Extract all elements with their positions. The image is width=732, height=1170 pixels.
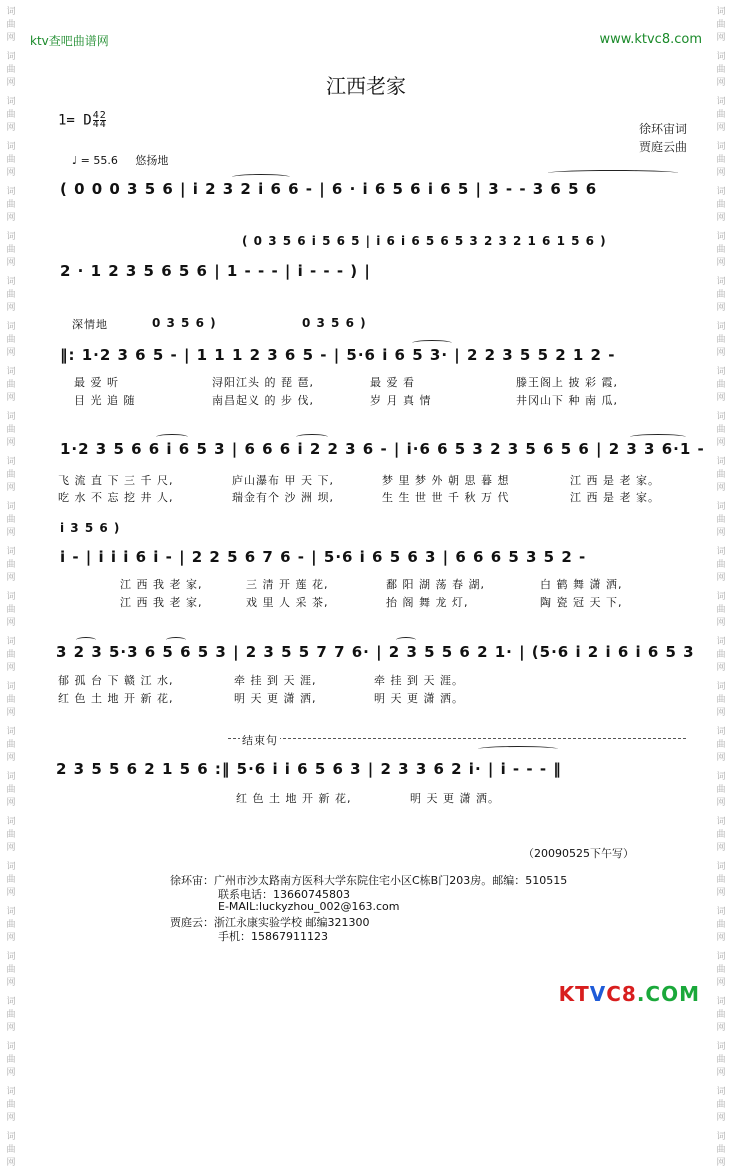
lyric-5b-1: 江 西 我 老 家,	[120, 596, 203, 609]
lyric-5a-3: 鄱 阳 湖 荡 春 湖,	[386, 578, 485, 591]
lyric-6b-2: 明 天 更 潇 洒,	[234, 692, 317, 705]
time2-top: 2	[99, 110, 106, 121]
lyric-6a-1: 郁 孤 台 下 赣 江 水,	[58, 674, 174, 687]
lyric-5a-4: 白 鹤 舞 潇 洒,	[540, 578, 623, 591]
footer-mobile: 手机：15867911123	[218, 930, 328, 943]
lyric-4b-1: 吃 水 不 忘 挖 井 人,	[58, 491, 174, 504]
written-date: （20090525下午写）	[523, 847, 634, 860]
lyric-3b-2: 南昌起义 的 步 伐,	[212, 394, 314, 407]
logo-com: .COM	[636, 982, 700, 1006]
lyric-3b-4: 井冈山下 种 南 瓜,	[516, 394, 618, 407]
lyricist-credit: 徐环宙词	[638, 122, 687, 136]
lyric-5b-2: 戏 里 人 采 茶,	[246, 596, 329, 609]
lyric-4a-2: 庐山瀑布 甲 天 下,	[232, 474, 334, 487]
footer-phone: 联系电话：13660745803	[218, 888, 350, 901]
score-line-3: ‖: 1·2 3 6 5 - | 1 1 1 2 3 6 5 - | 5·6 i 6 5 3· | 2 2 3 5 5 2 1 2 -	[60, 346, 616, 364]
lyric-6b-1: 红 色 土 地 开 新 花,	[58, 692, 174, 705]
lyric-4a-1: 飞 流 直 下 三 千 尺,	[58, 474, 174, 487]
lyric-7-2: 明 天 更 潇 洒。	[410, 792, 500, 805]
logo-v: V	[589, 982, 607, 1006]
lyric-4b-4: 江 西 是 老 家。	[570, 491, 660, 504]
score-line-7: 2 3 5 5 6 2 1 5 6 :‖ 5·6 i i 6 5 6 3 | 2 3 3 6 2 i· | i - - - ‖	[56, 760, 562, 778]
ending-label: 结束句	[242, 734, 278, 747]
score-line-5-upper: i 3 5 6 )	[60, 521, 121, 535]
score-line-2-upper: ( 0 3 5 6 i 5 6 5 | i 6 i 6 5 6 5 3 2 3 2 1 6 1 5 6 )	[242, 234, 607, 248]
right-watermark: 词 曲 网 词 曲 网 词 曲 网 词 曲 网 词 曲 网 词 曲 网 词 曲 网 词 曲 网 词 曲 网 词 曲 网 词 曲 网 词 曲 网 词 曲 网 词 曲 网 词 曲 网 词 曲 网 词 曲 网 词 曲 网 词 曲 网 词 曲 网 词 曲 网 词 曲 网 词 曲 网 词 曲 网 词 曲 网 词 曲 网	[716, 7, 726, 1168]
composer-credit: 贾庭云曲	[638, 140, 687, 154]
footer-label-2: 贾庭云：	[170, 916, 214, 929]
key-signature	[58, 112, 106, 129]
time-top: 4	[92, 110, 99, 121]
site-name[interactable]: ktv查吧曲谱网	[30, 34, 109, 48]
lyric-4b-2: 瑞金有个 沙 洲 坝,	[232, 491, 334, 504]
song-title: 江西老家	[326, 74, 406, 98]
lyric-6b-3: 明 天 更 潇 洒。	[374, 692, 464, 705]
score-line-3-upper-a: 0 3 5 6 )	[152, 316, 217, 330]
tempo-expression: 悠扬地	[135, 154, 169, 167]
footer-school: 浙江永康实验学校 邮编321300	[214, 916, 370, 929]
logo-c8: C8	[606, 982, 637, 1006]
score-line-2: 2 · 1 2 3 5 6 5 6 | 1 - - - | i - - - ) |	[60, 262, 371, 280]
lyric-5b-3: 抬 阁 舞 龙 灯,	[386, 596, 469, 609]
footer-email[interactable]: E-MAIL:luckyzhou_002@163.com	[218, 900, 400, 913]
left-watermark: 词 曲 网 词 曲 网 词 曲 网 词 曲 网 词 曲 网 词 曲 网 词 曲 网 词 曲 网 词 曲 网 词 曲 网 词 曲 网 词 曲 网 词 曲 网 词 曲 网 词 曲 网 词 曲 网 词 曲 网 词 曲 网 词 曲 网 词 曲 网 词 曲 网 词 曲 网 词 曲 网 词 曲 网 词 曲 网 词 曲 网	[6, 7, 16, 1168]
tempo-value: ♩ = 55.6	[72, 154, 118, 167]
footer-address: 广州市沙太路南方医科大学东院住宅小区C栋B门203房。邮编：510515	[214, 874, 568, 887]
score-line-1: ( 0 0 0 3 5 6 | i 2 3 2 i 6 6 - | 6 · i 6 5 6 i 6 5 | 3 - - 3 6 5 6	[60, 180, 598, 198]
lyric-7-1: 红 色 土 地 开 新 花,	[236, 792, 352, 805]
site-url[interactable]: www.ktvc8.com	[599, 32, 702, 47]
score-line-3-upper-b: 0 3 5 6 )	[302, 316, 367, 330]
lyric-3a-4: 滕王阁上 披 彩 霞,	[516, 376, 618, 389]
lyric-3b-1: 目 光 追 随	[74, 394, 136, 407]
time-bottom: 4	[92, 119, 99, 130]
logo-k: KT	[558, 982, 590, 1006]
footer-label-1: 徐环宙：	[170, 874, 214, 887]
lyric-6a-2: 牵 挂 到 天 涯,	[234, 674, 317, 687]
time2-bottom: 4	[99, 119, 106, 130]
lyric-4a-4: 江 西 是 老 家。	[570, 474, 660, 487]
site-logo[interactable]	[559, 982, 700, 1006]
lyric-6a-3: 牵 挂 到 天 涯。	[374, 674, 464, 687]
lyric-3a-3: 最 爱 看	[370, 376, 415, 389]
lyric-4a-3: 梦 里 梦 外 朝 思 暮 想	[382, 474, 510, 487]
lyric-5a-1: 江 西 我 老 家,	[120, 578, 203, 591]
score-line-5: i - | i i i 6 i - | 2 2 5 6 7 6 - | 5·6 i 6 5 6 3 | 6 6 6 5 3 5 2 -	[60, 548, 587, 566]
lyric-3a-1: 最 爱 听	[74, 376, 119, 389]
score-line-4: 1·2 3 5 6 6 i 6 5 3 | 6 6 6 i 2 2 3 6 - | i·6 6 5 3 2 3 5 6 5 6 | 2 3 3 6·1 -	[60, 440, 705, 458]
key-label: 1= D	[58, 112, 92, 129]
expression-mark: 深情地	[72, 318, 108, 331]
lyric-4b-3: 生 生 世 世 千 秋 万 代	[382, 491, 510, 504]
lyric-3a-2: 浔阳江头 的 琵 琶,	[212, 376, 314, 389]
score-line-6: 3 2 3 5·3 6 5 6 5 3 | 2 3 5 5 7 7 6· | 2 3 5 5 6 2 1· | (5·6 i 2 i 6 i 6 5 3	[56, 643, 695, 661]
lyric-3b-3: 岁 月 真 情	[370, 394, 432, 407]
lyric-5a-2: 三 清 开 莲 花,	[246, 578, 329, 591]
tempo-marking	[72, 152, 168, 168]
lyric-5b-4: 陶 瓷 冠 天 下,	[540, 596, 623, 609]
